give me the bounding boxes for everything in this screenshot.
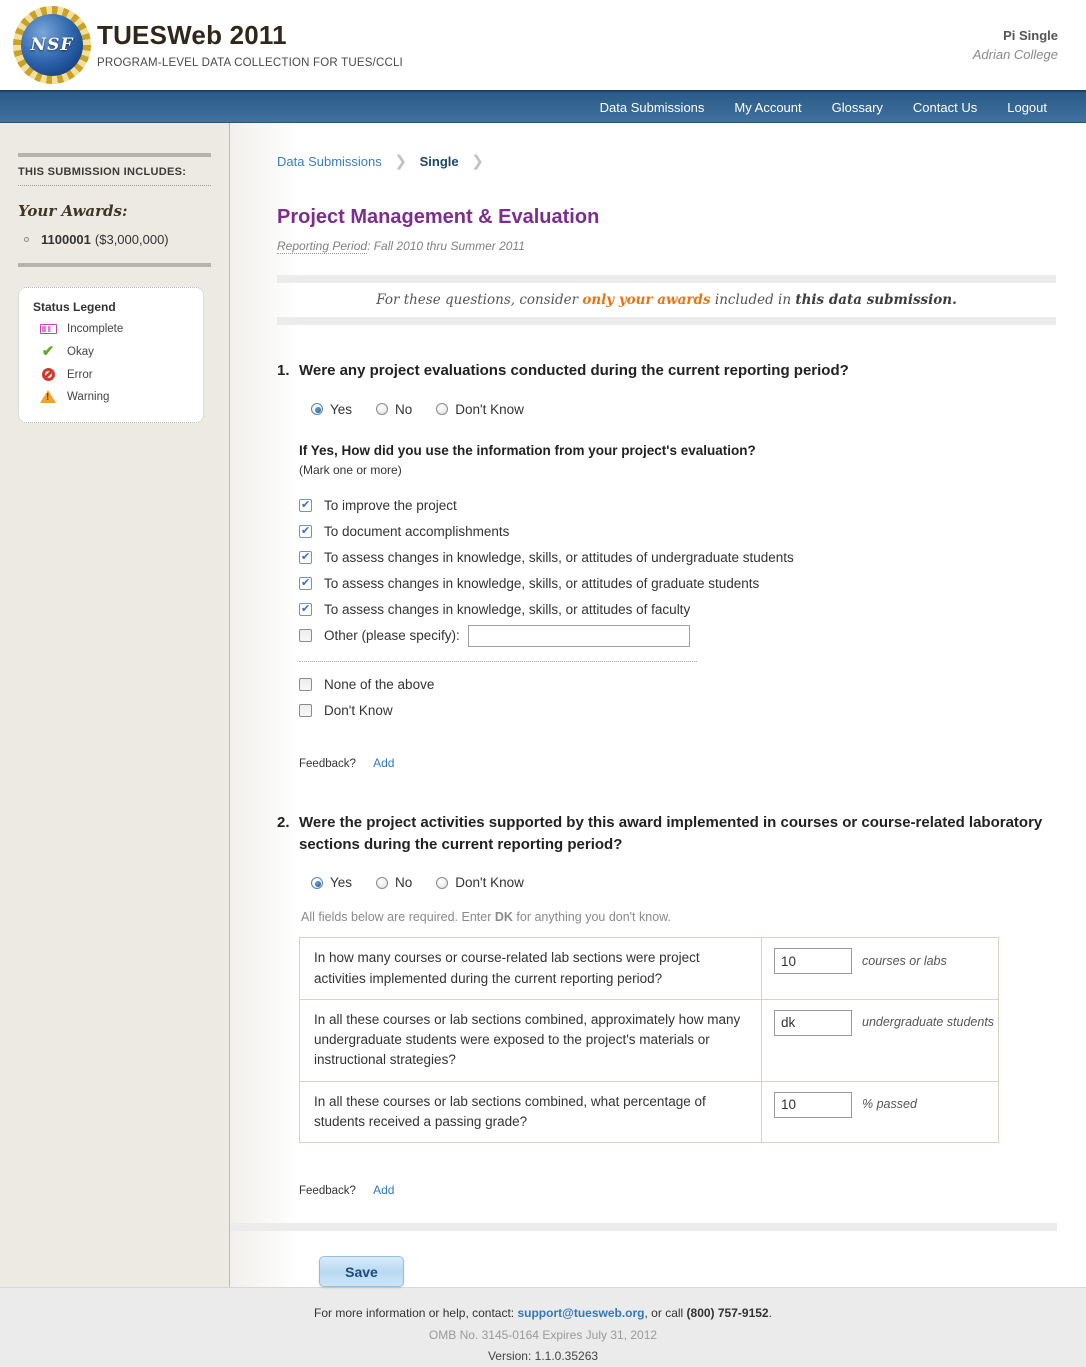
footer-contact-suffix: .	[768, 1306, 772, 1320]
checkbox-icon[interactable]	[299, 525, 312, 538]
nav-item-my-account[interactable]: My Account	[734, 99, 802, 115]
sidebar-divider	[18, 263, 211, 267]
checkbox-group-divider	[299, 661, 697, 662]
radio-option-dont-know[interactable]	[436, 875, 524, 890]
legend-label: Error	[67, 368, 93, 381]
table-row	[300, 1081, 999, 1143]
user-block	[973, 28, 1058, 62]
radio-button-icon[interactable]	[311, 877, 323, 889]
note-dk: DK	[494, 910, 513, 925]
legend-item-okay	[39, 344, 191, 359]
brand-block	[97, 20, 403, 69]
radio-label: No	[395, 401, 413, 417]
checkbox-document-accomplishments[interactable]	[299, 519, 1058, 545]
footer-omb-line: OMB No. 3145-0164 Expires July 31, 2012	[428, 1328, 658, 1342]
main-content	[230, 123, 1086, 1287]
question-1-radio-group	[299, 402, 1058, 417]
legend-item-error	[39, 368, 191, 381]
table-answer-cell	[762, 1081, 999, 1143]
radio-button-icon[interactable]	[376, 403, 388, 415]
breadcrumb-current-single: Single	[419, 154, 459, 169]
notice-prefix: For these questions, consider	[376, 292, 583, 308]
notice-top-bar	[277, 275, 1056, 283]
chevron-right-icon: ❯	[394, 153, 407, 170]
award-number: 1100001	[41, 232, 91, 247]
question-2-feedback	[299, 1183, 1058, 1197]
question-1-text: Were any project evaluations conducted during the current reporting period?	[299, 362, 849, 379]
status-legend	[18, 287, 204, 423]
checkbox-icon[interactable]	[299, 678, 312, 691]
radio-option-no[interactable]	[376, 875, 412, 890]
radio-label: Yes	[330, 875, 353, 891]
notice-bold: this data submission.	[795, 292, 957, 308]
checkbox-label: Don't Know	[324, 703, 393, 719]
user-name: Pi Single	[1003, 28, 1058, 43]
question-1-number: 1.	[277, 362, 290, 379]
notice-bottom-bar	[277, 317, 1056, 325]
feedback-add-link[interactable]: Add	[373, 1183, 395, 1197]
checkbox-icon[interactable]	[299, 629, 312, 642]
question-1-feedback	[299, 756, 1058, 770]
your-awards-heading: Your Awards:	[18, 202, 128, 220]
footer-phone: (800) 757-9152	[686, 1306, 769, 1320]
radio-label: Don't Know	[455, 401, 524, 417]
save-section-divider	[230, 1223, 1057, 1231]
percent-passed-input[interactable]	[774, 1092, 852, 1118]
legend-label: Okay	[67, 345, 94, 358]
notice-text	[277, 283, 1056, 317]
checkbox-assess-faculty[interactable]	[299, 597, 1058, 623]
table-question-cell: In how many courses or course-related lab sections were project activities implemented during the current reporting period?	[300, 938, 762, 1000]
checkbox-icon[interactable]	[299, 551, 312, 564]
table-question-cell: In all these courses or lab sections combined, what percentage of students received a passing grade?	[300, 1081, 762, 1143]
note-suffix: for anything you don't know.	[512, 910, 671, 925]
legend-label: Incomplete	[67, 323, 124, 335]
radio-option-dont-know[interactable]	[436, 402, 524, 417]
legend-item-warning	[39, 390, 191, 403]
award-list-item	[24, 232, 211, 247]
legend-item-incomplete	[39, 323, 191, 335]
bullet-icon	[24, 237, 29, 242]
question-2-number: 2.	[277, 813, 290, 831]
app-subtitle: PROGRAM-LEVEL DATA COLLECTION FOR TUES/CCLI	[97, 57, 403, 69]
support-email-link[interactable]: support@tuesweb.org	[517, 1306, 645, 1320]
radio-button-icon[interactable]	[436, 877, 448, 889]
checkbox-label: To improve the project	[324, 498, 457, 514]
main-nav	[0, 90, 1086, 123]
courses-count-input[interactable]	[774, 948, 852, 974]
checkbox-icon[interactable]	[299, 603, 312, 616]
radio-option-no[interactable]	[376, 402, 412, 417]
breadcrumb	[277, 152, 1058, 170]
unit-label: courses or labs	[862, 953, 947, 968]
note-prefix: All fields below are required. Enter	[301, 910, 495, 925]
nav-item-glossary[interactable]: Glossary	[831, 99, 883, 115]
legend-label: Warning	[67, 390, 110, 403]
checkbox-other[interactable]	[299, 623, 1058, 649]
unit-label: % passed	[862, 1097, 917, 1112]
checkbox-none-of-above[interactable]	[299, 672, 1058, 698]
radio-label: Don't Know	[455, 875, 524, 891]
checkbox-label: To assess changes in knowledge, skills, or attitudes of undergraduate students	[324, 550, 794, 566]
question-2-text: Were the project activities supported by this award implemented in courses or course-related laboratory sections during the current reporting period?	[299, 813, 1043, 853]
checkbox-label: To document accomplishments	[324, 524, 510, 540]
user-organization: Adrian College	[972, 47, 1058, 62]
radio-label: No	[395, 875, 413, 891]
footer-contact-line	[0, 1306, 1086, 1320]
question-2-radio-group	[299, 875, 1058, 890]
submission-includes-heading: THIS SUBMISSION INCLUDES:	[18, 166, 187, 178]
checkbox-label: To assess changes in knowledge, skills, or attitudes of faculty	[324, 602, 691, 618]
unit-label: undergraduate students	[862, 1015, 995, 1030]
radio-button-icon[interactable]	[436, 403, 448, 415]
notice-middle: included in	[710, 292, 796, 308]
feedback-label: Feedback?	[299, 1185, 356, 1197]
save-button[interactable]: Save	[319, 1256, 404, 1287]
sidebar-divider	[18, 153, 211, 157]
table-row	[300, 999, 999, 1081]
checkbox-label: None of the above	[324, 677, 435, 693]
nsf-logo-icon	[13, 6, 91, 84]
feedback-label: Feedback?	[299, 757, 356, 770]
checkbox-icon[interactable]	[299, 577, 312, 590]
table-question-cell: In all these courses or lab sections combined, approximately how many undergraduate students were exposed to the project's materials or instructional strategies?	[300, 999, 762, 1081]
question-1-subnote: (Mark one or more)	[299, 462, 402, 477]
checkbox-icon[interactable]	[299, 704, 312, 717]
question-1-subquestion: If Yes, How did you use the information from your project's evaluation?	[299, 442, 756, 458]
required-fields-note	[299, 910, 1058, 924]
question-2	[277, 812, 1058, 856]
radio-button-icon[interactable]	[376, 877, 388, 889]
footer-contact-prefix: For more information or help, contact:	[314, 1306, 518, 1320]
checkbox-label: To assess changes in knowledge, skills, or attitudes of graduate students	[324, 576, 760, 592]
notice-banner	[277, 275, 1056, 325]
nav-item-data-submissions[interactable]: Data Submissions	[599, 99, 705, 115]
nsf-logo-text: NSF	[21, 14, 83, 76]
table-answer-cell	[762, 999, 999, 1081]
okay-check-icon: ✔	[41, 343, 55, 360]
error-no-entry-icon	[42, 368, 55, 381]
radio-button-icon[interactable]	[311, 403, 323, 415]
nav-item-logout[interactable]: Logout	[1007, 99, 1047, 115]
question-2-table	[299, 937, 999, 1143]
warning-triangle-icon	[40, 390, 56, 403]
app-header	[0, 0, 1086, 90]
incomplete-progress-icon	[40, 324, 57, 334]
radio-option-yes[interactable]	[311, 875, 352, 890]
radio-option-yes[interactable]	[311, 402, 352, 417]
reporting-period-label: Reporting Period	[277, 239, 368, 253]
checkbox-assess-undergraduate[interactable]	[299, 545, 1058, 571]
award-amount: ($3,000,000)	[94, 232, 169, 247]
breadcrumb-link-data-submissions[interactable]: Data Submissions	[277, 154, 382, 169]
footer-version-line: Version: 1.1.0.35263	[487, 1349, 599, 1363]
footer-contact-middle: , or call	[644, 1306, 687, 1320]
feedback-add-link[interactable]: Add	[373, 755, 395, 770]
status-legend-title: Status Legend	[33, 300, 116, 314]
question-1	[277, 360, 1058, 382]
checkbox-improve-project[interactable]	[299, 493, 1058, 519]
nav-item-contact-us[interactable]: Contact Us	[912, 99, 978, 115]
page-title: Project Management & Evaluation	[277, 206, 600, 228]
sidebar-dotted-divider	[18, 185, 211, 186]
app-title: TUESWeb 2011	[97, 20, 287, 50]
question-1-checkbox-group	[299, 493, 1058, 724]
page-footer	[0, 1287, 1086, 1367]
table-row	[300, 938, 999, 1000]
checkbox-label: Other (please specify):	[324, 628, 460, 644]
sidebar	[0, 123, 230, 1287]
checkbox-assess-graduate[interactable]	[299, 571, 1058, 597]
checkbox-dont-know[interactable]	[299, 698, 1058, 724]
radio-label: Yes	[330, 401, 353, 417]
checkbox-icon[interactable]	[299, 499, 312, 512]
other-specify-input[interactable]	[468, 625, 690, 647]
reporting-period	[277, 239, 1058, 253]
chevron-right-icon: ❯	[471, 153, 484, 170]
reporting-period-value: : Fall 2010 thru Summer 2011	[367, 239, 525, 253]
notice-highlight: only your awards	[582, 292, 711, 308]
undergrad-count-input[interactable]	[774, 1010, 852, 1036]
table-answer-cell	[762, 938, 999, 1000]
